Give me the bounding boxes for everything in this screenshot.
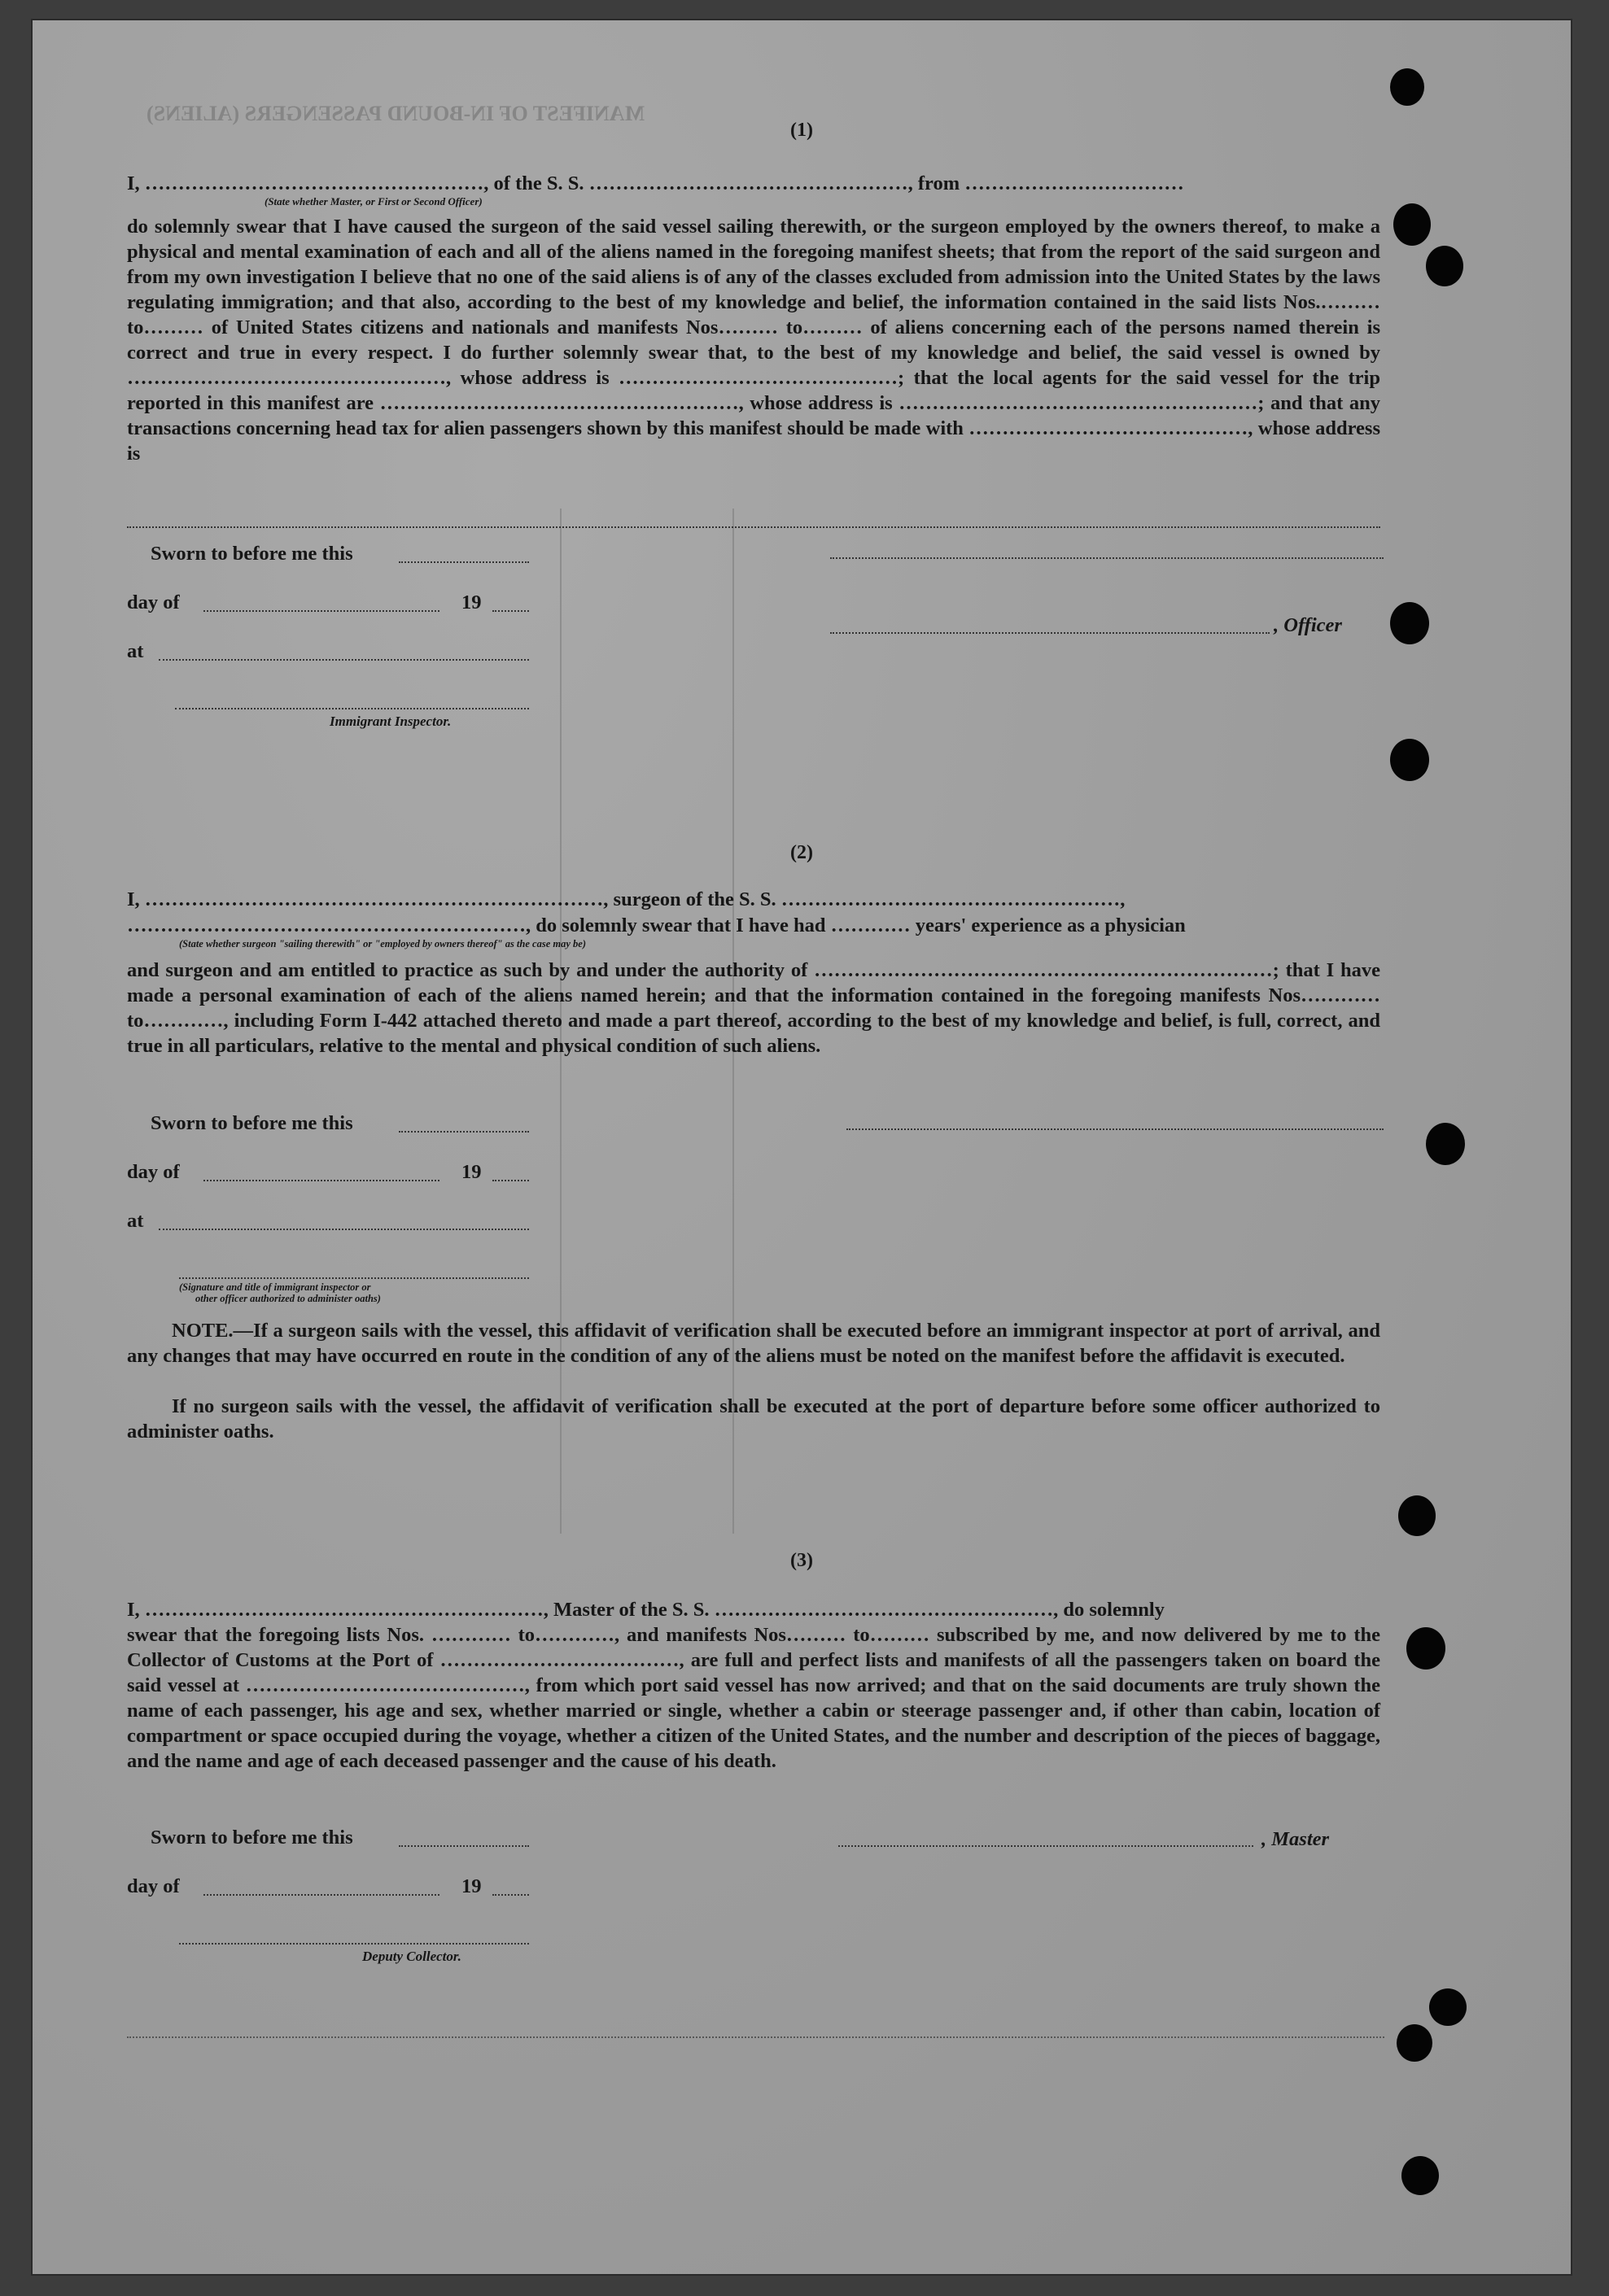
sworn-line — [399, 561, 529, 563]
section-3-sworn: Sworn to before me this — [151, 1827, 353, 1849]
section-3-oath: swear that the foregoing lists Nos. ………… to…………, and manifests Nos……… to……… subscribed by me, and now delivered by me to the Collector of Customs at the Port of ………………………………, are full and perfect lists and manifests of all the passengers taken on board the said vessel at ……………………………………, from which port said vessel has now arrived; and that on the said documents are truly shown the name of each passenger, his age and sex, whether married or single, whether a cabin or steerage passenger and, if other than cabin, location of compartment or space occupied during the voyage, whether a citizen of the United States, and the number and description of the pieces of baggage, and the name and age of each deceased passenger and the cause of his death. — [127, 1624, 1380, 1772]
punch-hole — [1390, 68, 1424, 106]
section-1-number: (1) — [790, 120, 813, 141]
section-1-oath: do solemnly swear that I have caused the surgeon of the said vessel sailing therewith, or the surgeon employed by the owners thereof, to make a physical and mental examination of each and all of the aliens named in the foregoing manifest sheets; that from the report of the said surgeon and from my own investigation I believe that no one of the said aliens is of any of the classes excluded from admission into the United States by the laws regulating immigration; and that also, according to the best of my knowledge and belief, the information contained in the said lists Nos.……… to……… of United States citizens and nationals and manifests Nos……… to……… of aliens concerning each of the persons named therein is correct and true in every respect. I do further solemnly swear that, to the best of my knowledge and belief, the said vessel is owned by …………………………………………, whose address is ……………………………………; that the local agents for the said vessel for the trip reported in this manifest are ………………………………………………, whose address is ………………………………………………; and that any transactions concerning head tax for alien passengers shown by this manifest should be made with ……………………………………, whose address is — [127, 216, 1380, 465]
section-1-at: at — [127, 640, 144, 662]
officer-label: , Officer — [1274, 614, 1342, 636]
punch-hole — [1406, 1627, 1445, 1670]
section-2-note-2: If no surgeon sails with the vessel, the affidavit of verification shall be executed at the port of departure before some officer authorized to administer oaths. — [127, 1395, 1380, 1443]
section-1-sworn: Sworn to before me this — [151, 543, 353, 565]
section-1-year: 19 — [461, 591, 482, 613]
section-2-sworn: Sworn to before me this — [151, 1112, 353, 1134]
day-line — [203, 1894, 439, 1896]
officer-line[interactable] — [830, 632, 1270, 634]
section-2-number: (2) — [790, 842, 813, 863]
punch-hole — [1398, 1495, 1436, 1536]
officer-signature-line[interactable] — [830, 557, 1384, 559]
signature-note-2: other officer authorized to administer oaths) — [195, 1293, 381, 1304]
section-2-surgeon-note: (State whether surgeon "sailing therewith" or "employed by owners thereof" as the case may be) — [179, 938, 586, 949]
at-line — [159, 659, 529, 661]
day-line — [203, 610, 439, 612]
section-1-day-of: day of — [127, 591, 180, 613]
section-3-year: 19 — [461, 1875, 482, 1897]
punch-hole — [1393, 203, 1431, 246]
section-1-master-note: (State whether Master, or First or Second Officer) — [265, 195, 483, 207]
year-line — [492, 1894, 529, 1896]
section-3-first-line: I, ……………………………………………………, Master of the S. S. ……………………………………………, do solemnly — [127, 1599, 1165, 1621]
punch-hole — [1401, 2156, 1439, 2195]
note-text: If a surgeon sails with the vessel, this affidavit of verification shall be executed before an immigrant inspector at port of arrival, and any changes that may have occurred en route in the condition of any of the aliens must be noted on the manifest before the affidavit is executed. — [127, 1320, 1380, 1367]
at-line — [159, 1229, 529, 1230]
punch-hole — [1426, 1123, 1465, 1165]
sworn-line — [399, 1131, 529, 1133]
master-signature-line[interactable] — [838, 1845, 1253, 1847]
section-2-second-line: ……………………………………………………, do solemnly swear that I have had ………… years' experience as a physician — [127, 914, 1186, 936]
inspector-signature-line[interactable] — [175, 708, 529, 709]
bottom-rule — [127, 2036, 1384, 2038]
section-1-blank-line — [127, 526, 1380, 528]
section-2-year: 19 — [461, 1161, 482, 1183]
punch-hole — [1390, 602, 1429, 644]
bleed-through-header: MANIFEST OF IN-BOUND PASSENGERS (ALIENS) — [146, 102, 645, 125]
section-1-first-line: I, ……………………………………………, of the S. S. …………………………………………, from …………………………… — [127, 172, 1184, 194]
day-line — [203, 1180, 439, 1181]
punch-hole — [1429, 1988, 1467, 2026]
section-3-number: (3) — [790, 1550, 813, 1571]
year-line — [492, 1180, 529, 1181]
sworn-line — [399, 1845, 529, 1847]
deputy-signature-line[interactable] — [179, 1943, 529, 1945]
immigrant-inspector-label: Immigrant Inspector. — [330, 714, 452, 729]
punch-hole — [1426, 246, 1463, 286]
section-3-day-of: day of — [127, 1875, 180, 1897]
deputy-collector-label: Deputy Collector. — [362, 1949, 461, 1964]
section-2-day-of: day of — [127, 1161, 180, 1183]
section-2-at: at — [127, 1210, 144, 1232]
punch-hole — [1390, 739, 1429, 781]
officer-signature-line[interactable] — [179, 1277, 529, 1279]
note-label: NOTE.— — [172, 1320, 254, 1342]
section-2-first-line: I, ……………………………………………………………, surgeon of the S. S. ……………………………………………, — [127, 888, 1126, 910]
surgeon-signature-line[interactable] — [846, 1128, 1384, 1130]
punch-hole — [1397, 2024, 1432, 2062]
section-2-oath: and surgeon and am entitled to practice as such by and under the authority of ……………………………………………………………; that I have made a personal examination of each of the aliens named herein; and that the information contained in the foregoing manifests Nos………… to…………, including Form I-442 attached thereto and made a part thereof, according to the best of my knowledge and belief, is full, correct, and true in all particulars, relative to the mental and physical condition of such aliens. — [127, 959, 1380, 1057]
manifest-sheet — [33, 20, 1571, 2274]
signature-note-1: (Signature and title of immigrant inspector or — [179, 1281, 371, 1293]
section-2-note — [127, 1318, 1380, 1368]
master-label: , Master — [1261, 1828, 1330, 1850]
year-line — [492, 610, 529, 612]
